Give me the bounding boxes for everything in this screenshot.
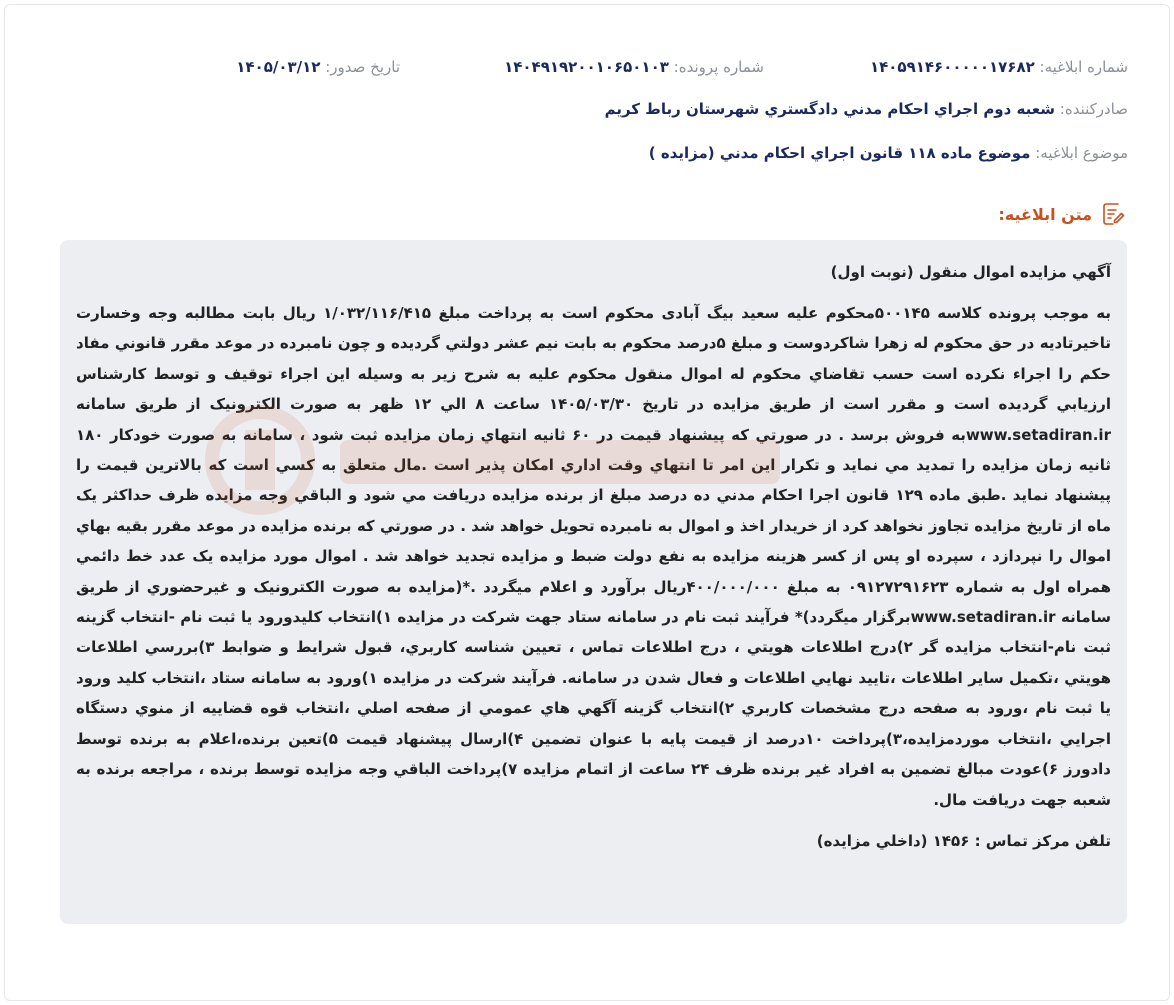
issue-date (236, 58, 400, 76)
subject-value: موضوع ماده ۱۱۸ قانون اجراي احکام مدني (مزايده ) (648, 144, 1031, 162)
issue-date-label: تاریخ صدور: (325, 58, 400, 76)
subject-label: موضوع ابلاغیه: (1035, 144, 1128, 162)
case-number (504, 58, 764, 76)
notice-title: آگهي مزايده اموال منقول (نوبت اول) (830, 263, 1111, 281)
notice-body-box (60, 240, 1127, 924)
issuer-value: شعبه دوم اجراي احکام مدني دادگستري شهرستان رباط کريم (604, 100, 1055, 118)
section-title (998, 201, 1126, 227)
meta-row-subject (46, 144, 1128, 162)
case-number-label: شماره پرونده: (673, 58, 764, 76)
notice-number (870, 58, 1128, 76)
notice-body-text: به موجب پرونده کلاسه ۵۰۰۱۴۵محکوم عليه سعيد بيگ آبادی محکوم است به پرداخت مبلغ ۱/۰۳۲/۱۱۶/۴۱۵ ريال بابت مطالبه وجه وخسارت تاخيرتاديه در حق محکوم له زهرا شاکردوست و مبلغ ۵درصد محکوم به بابت نيم عشر دولتي گرديده و چون نامبرده در موعد مقرر قانوني مفاد حکم را اجراء نکرده است حسب تقاضاي محکوم له اموال منقول محکوم عليه به شرح زير به وسيله اين اجراء توقيف و توسط کارشناس ارزيابي گرديده است و مقرر است از طريق مزايده در تاريخ ۱۴۰۵/۰۳/۳۰ ساعت ۸ الي ۱۲ ظهر به صورت الکترونيک از طريق سامانه www.setadiran.irبه فروش برسد . در صورتي که پيشنهاد قيمت در ۶۰ ثانيه انتهاي زمان مزايده ثبت شود ، سامانه به صورت خودکار ۱۸۰ ثانيه زمان مزايده را تمديد مي نمايد و تکرار اين امر تا انتهاي وقت اداري امکان پذير است .مال متعلق به کسي است که بالاترين قيمت را پيشنهاد نمايد .طبق ماده ۱۲۹ قانون اجرا احکام مدني ده درصد مبلغ از برنده مزايده دريافت مي شود و الباقي وجه مزايده ظرف حداکثر يک ماه از تاريخ مزايده تجاوز نخواهد کرد از خريدار اخذ و اموال به نامبرده تحويل خواهد شد . در صورتي که برنده مزايده در موعد مقرر بقيه بهاي اموال را نپردازد ، سپرده او پس از کسر هزينه مزايده به نفع دولت ضبط و مزايده تجديد خواهد شد . اموال مورد مزايده يک عدد خط دائمي همراه اول به شماره ۰۹۱۲۷۲۹۱۶۲۳ به مبلغ ۴۰۰/۰۰۰/۰۰۰ريال برآورد و اعلام ميگردد .*(مزايده به صورت الکترونيک و غيرحضوري از طريق سامانه www.setadiran.irبرگزار ميگردد)* فرآيند ثبت نام در سامانه ستاد جهت شرکت در مزايده ۱)انتخاب کليدورود يا ثبت نام -انتخاب گزينه ثبت نام-انتخاب مزايده گر ۲)درج اطلاعات هويتي ، درج اطلاعات تماس ، تعيين شناسه کاربري، قبول شرايط و ضوابط ۳)بررسي اطلاعات هويتي ،تکميل ساير اطلاعات ،تاييد نهايي اطلاعات و فعال شدن در سامانه. فرآيند شرکت در مزايده ۱)ورود به سامانه ستاد ،انتخاب کليد ورود يا ثبت نام ،ورود به صفحه درج مشخصات کاربري ۲)انتخاب گزينه آگهي هاي عمومي از صفحه اصلي ،انتخاب قوه قضاييه از منوي دستگاه اجرايي ،انتخاب موردمزايده،۳)پرداخت ۱۰درصد از قيمت پايه با عنوان تضمين ۴)ارسال پيشنهاد قيمت ۵)تعين برنده،اعلام به برنده توسط دادورز ۶)عودت مبالغ تضمين به افراد غير برنده ظرف ۲۴ ساعت از اتمام مزايده ۷)پرداخت الباقي وجه مزايده توسط برنده ، مراجعه برنده به شعبه جهت دريافت مال. (76, 304, 1112, 809)
case-number-value: ۱۴۰۴۹۱۹۲۰۰۱۰۶۵۰۱۰۳ (504, 58, 669, 76)
section-title-label: متن ابلاغیه: (998, 204, 1092, 224)
notice-contact: تلفن مرکز تماس : ۱۴۵۶ (داخلي مزايده) (816, 831, 1111, 850)
document-edit-icon (1100, 201, 1126, 227)
notice-number-value: ۱۴۰۵۹۱۴۶۰۰۰۰۰۱۷۶۸۲ (869, 58, 1035, 76)
meta-row-issuer (46, 100, 1128, 118)
notice-number-label: شماره ابلاغیه: (1039, 58, 1128, 76)
issue-date-value: ۱۴۰۵/۰۳/۱۲ (236, 58, 321, 76)
issuer-label: صادرکننده: (1059, 100, 1128, 118)
